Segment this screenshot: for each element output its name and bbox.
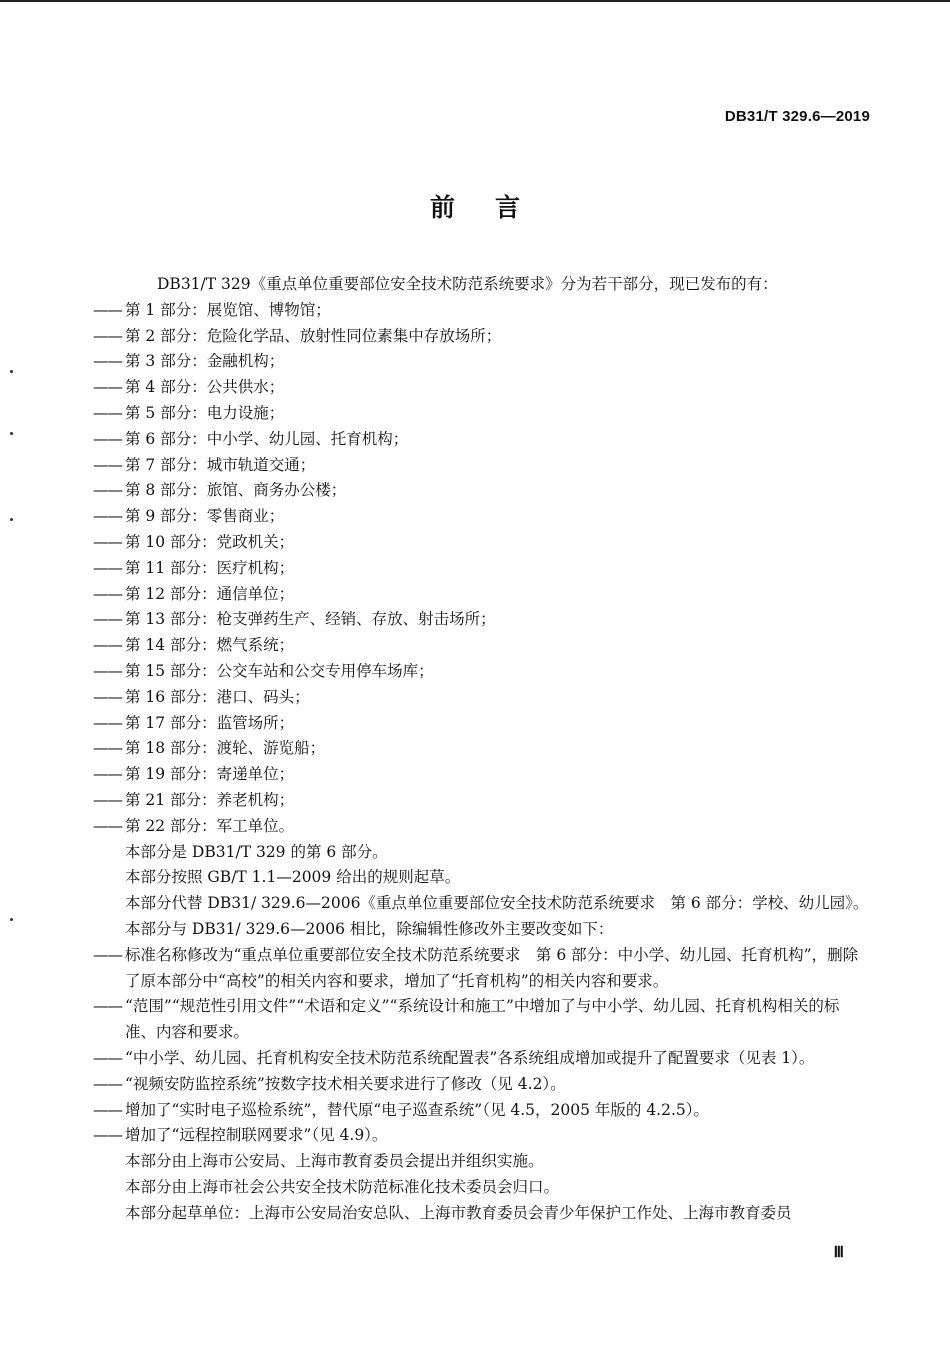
- proposer-statement: 本部分由上海市公安局、上海市教育委员会提出并组织实施。: [125, 1152, 544, 1171]
- change-item: —— “中小学、幼儿园、托育机构安全技术防范系统配置表”各系统组成增加或提升了配置要求（见表 1）。: [93, 1048, 815, 1067]
- list-item: —— 第 4 部分：公共供水；: [93, 378, 285, 397]
- list-item: —— 第 11 部分：医疗机构；: [93, 558, 295, 577]
- drafting-rules-statement: 本部分按照 GB/T 1.1—2009 给出的规则起草。: [125, 868, 461, 887]
- committee-statement: 本部分由上海市社会公共安全技术防范标准化技术委员会归口。: [125, 1177, 560, 1196]
- list-item: —— 第 16 部分：港口、码头；: [93, 687, 310, 706]
- part-statement: 本部分是 DB31/T 329 的第 6 部分。: [125, 842, 388, 861]
- change-item: —— “范围”“规范性引用文件”“术语和定义”“系统设计和施工”中增加了与中小学、幼儿园、托育机构相关的标准、内容和要求。: [93, 997, 840, 1042]
- changes-list: [93, 943, 870, 1149]
- list-item: —— 第 18 部分：渡轮、游览船；: [93, 739, 326, 758]
- list-item: —— 第 13 部分：枪支弹药生产、经销、存放、射击场所；: [93, 610, 496, 629]
- list-item: —— 第 19 部分：寄递单位；: [93, 765, 295, 784]
- replacement-statement: 本部分代替 DB31/ 329.6—2006《重点单位重要部位安全技术防范系统要求 第 6 部分：学校、幼儿园》。本部分与 DB31/ 329.6—2006 相比，除编辑性修改外主要改变如下：: [125, 894, 869, 938]
- change-item: —— 增加了“实时电子巡检系统”，替代原“电子巡查系统”（见 4.5，2005 年版的 4.2.5）。: [93, 1100, 710, 1119]
- change-item: —— 标准名称修改为“重点单位重要部位安全技术防范系统要求 第 6 部分：中小学、幼儿园、托育机构”，删除了原本部分中“高校”的相关内容和要求，增加了“托育机构”的相关内容和要求。: [93, 945, 859, 990]
- intro-paragraph: DB31/T 329《重点单位重要部位安全技术防范系统要求》分为若干部分，现已发布的有：: [157, 275, 778, 293]
- scan-speck: [10, 370, 13, 373]
- top-border-line: [0, 0, 950, 2]
- page-number: Ⅲ: [833, 1245, 844, 1261]
- list-item: —— 第 14 部分：燃气系统；: [93, 636, 295, 655]
- scan-speck: [10, 432, 13, 435]
- document-id: DB31/T 329.6—2019: [724, 108, 870, 125]
- list-item: —— 第 5 部分：电力设施；: [93, 403, 285, 422]
- list-item: —— 第 10 部分：党政机关；: [93, 532, 295, 551]
- list-item: —— 第 8 部分：旅馆、商务办公楼；: [93, 481, 347, 500]
- list-item: —— 第 7 部分：城市轨道交通；: [93, 455, 316, 474]
- list-item: —— 第 1 部分：展览馆、博物馆；: [93, 300, 331, 319]
- foreword-body: [93, 272, 870, 1226]
- list-item: —— 第 3 部分：金融机构；: [93, 352, 285, 371]
- list-item: —— 第 17 部分：监管场所；: [93, 713, 295, 732]
- change-item: —— “视频安防监控系统”按数字技术相关要求进行了修改（见 4.2）。: [93, 1074, 566, 1093]
- scan-speck: [10, 918, 13, 921]
- list-item: —— 第 22 部分：军工单位。: [93, 816, 295, 835]
- list-item: —— 第 2 部分：危险化学品、放射性同位素集中存放场所；: [93, 326, 502, 345]
- list-item: —— 第 9 部分：零售商业；: [93, 507, 285, 526]
- list-item: —— 第 15 部分：公交车站和公交专用停车场库；: [93, 661, 434, 680]
- change-item: —— 增加了“远程控制联网要求”（见 4.9）。: [93, 1126, 388, 1145]
- list-item: —— 第 21 部分：养老机构；: [93, 790, 295, 809]
- parts-list: [93, 298, 870, 840]
- list-item: —— 第 6 部分：中小学、幼儿园、托育机构；: [93, 429, 409, 448]
- page-title: 前言: [429, 193, 560, 222]
- list-item: —— 第 12 部分：通信单位；: [93, 584, 295, 603]
- drafter-statement: 本部分起草单位：上海市公安局治安总队、上海市教育委员会青少年保护工作处、上海市教育委员: [125, 1203, 792, 1222]
- scan-speck: [10, 518, 13, 521]
